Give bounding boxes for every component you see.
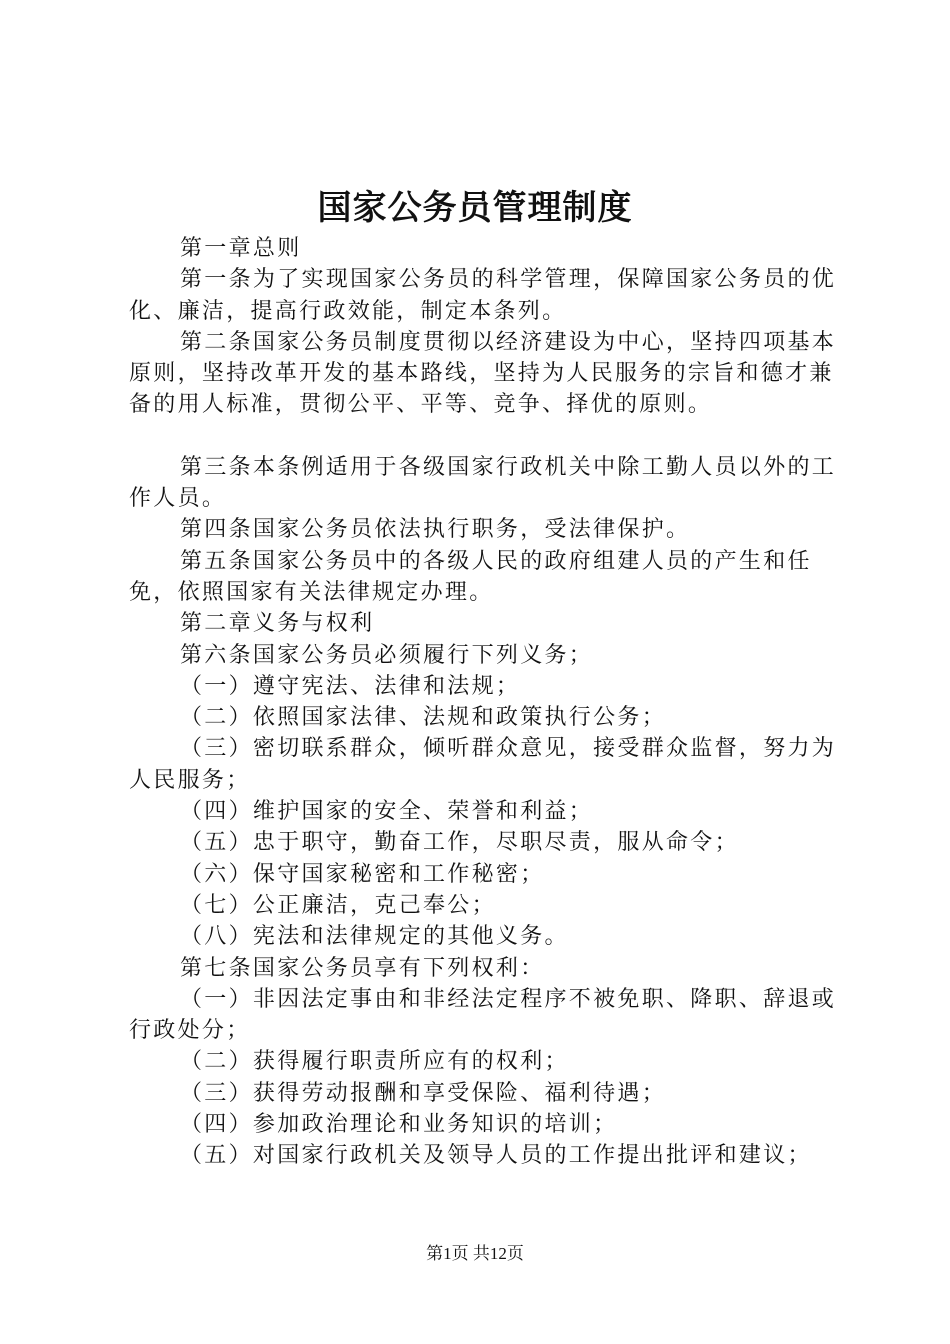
list-item: （三）获得劳动报酬和享受保险、福利待遇；	[180, 1080, 667, 1106]
chapter-heading: 第二章义务与权利	[180, 611, 375, 637]
list-item: （三）密切联系群众，倾听群众意见，接受群众监督，努力为人民服务；	[129, 736, 837, 793]
list-item: （七）公正廉洁，克己奉公；	[180, 892, 496, 918]
list-item: （五）对国家行政机关及领导人员的工作提出批评和建议；	[180, 1143, 812, 1169]
list-item: （五）忠于职守，勤奋工作，尽职尽责，服从命令；	[180, 830, 739, 856]
article-paragraph: 第二条国家公务员制度贯彻以经济建设为中心，坚持四项基本原则，坚持改革开发的基本路线，坚持为人民服务的宗旨和德才兼备的用人标准，贯彻公平、平等、竞争、择优的原则。	[129, 329, 837, 418]
document-body	[129, 233, 839, 1172]
article-paragraph: 第六条国家公务员必须履行下列义务；	[180, 642, 594, 668]
list-item: （一）遵守宪法、法律和法规；	[180, 673, 521, 699]
list-item: （四）维护国家的安全、荣誉和利益；	[180, 799, 594, 825]
list-item: （一）非因法定事由和非经法定程序不被免职、降职、辞退或行政处分；	[129, 986, 837, 1044]
page-number-footer: 第1页 共12页	[426, 1244, 524, 1263]
document-title: 国家公务员管理制度	[317, 188, 633, 228]
article-paragraph: 第一条为了实现国家公务员的科学管理，保障国家公务员的优化、廉洁，提高行政效能，制定本条列。	[129, 267, 837, 324]
list-item: （四）参加政治理论和业务知识的培训；	[180, 1112, 618, 1138]
list-item: （八）宪法和法律规定的其他义务。	[180, 924, 569, 950]
chapter-heading: 第一章总则	[180, 236, 302, 261]
article-paragraph: 第七条国家公务员享有下列权利：	[180, 955, 545, 981]
article-paragraph: 第五条国家公务员中的各级人民的政府组建人员的产生和任免，依照国家有关法律规定办理。	[129, 548, 812, 605]
list-item: （二）依照国家法律、法规和政策执行公务；	[180, 705, 667, 731]
list-item: （六）保守国家秘密和工作秘密；	[180, 861, 545, 887]
article-paragraph: 第四条国家公务员依法执行职务，受法律保护。	[180, 517, 691, 543]
article-paragraph: 第三条本条例适用于各级国家行政机关中除工勤人员以外的工作人员。	[129, 454, 837, 512]
list-item: （二）获得履行职责所应有的权利；	[180, 1049, 569, 1075]
